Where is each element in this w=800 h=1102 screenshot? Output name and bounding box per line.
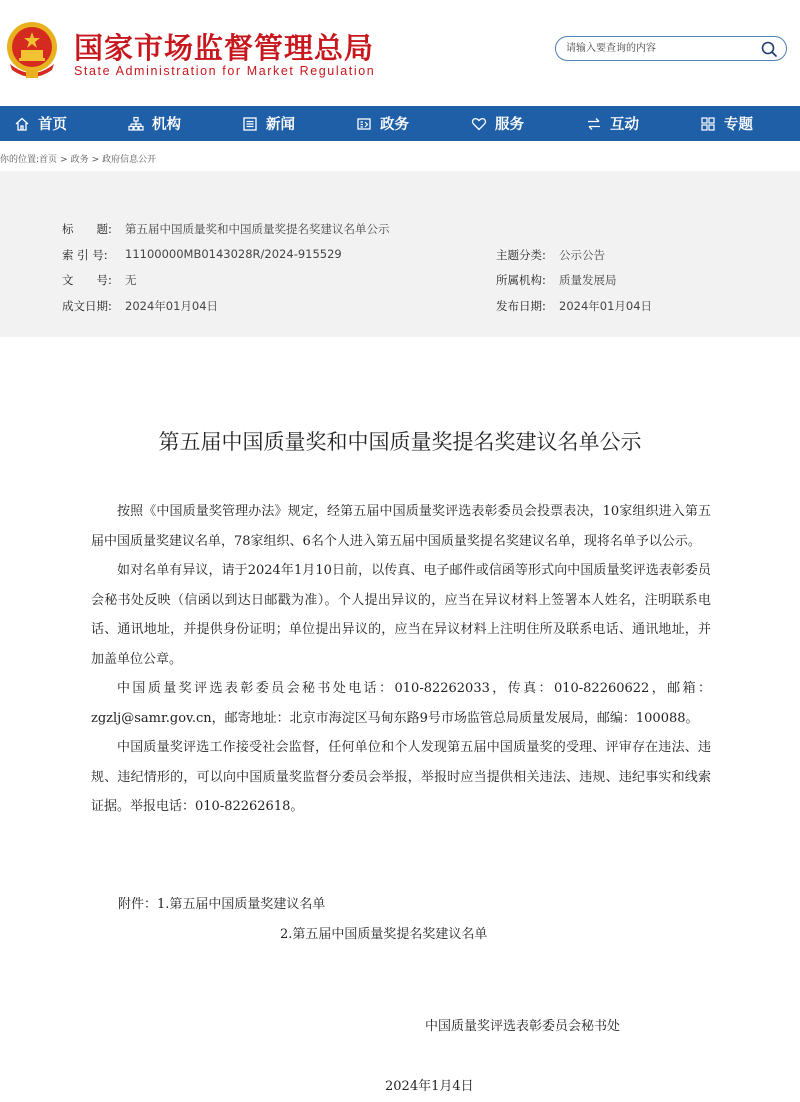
national-emblem-icon [4,20,60,82]
attachment-line-1 [118,893,325,912]
meta-index-label: 索 引 号: [62,248,108,262]
article-body [91,497,711,822]
breadcrumb-separator: > [60,155,68,165]
nav-label-org: 机构 [152,117,181,133]
nav-label-service: 服务 [495,117,524,133]
attachment-prefix: 附件： [118,897,158,912]
org-chart-icon [128,116,144,132]
article-paragraph: 如对名单有异议，请于2024年1月10日前，以传真、电子邮件或信函等形式向中国质量奖评选表彰委员会秘书处反映（信函以到达日邮戳为准）。个人提出异议的，应当在异议材料上签署本人姓名，注明联系电话、通讯地址，并提供身份证明；单位提出异议的，应当在异议材料上注明住所及联系电话、通讯地址，并加盖单位公章。 [91,563,711,667]
meta-created-value: 2024年01月04日 [125,299,219,313]
attachment-link-1[interactable]: 1.第五届中国质量奖建议名单 [157,897,326,912]
breadcrumb-separator: > [91,155,100,165]
org-name-cn: 国家市场监督管理总局 [74,31,375,65]
issue-date: 2024年1月4日 [385,1079,474,1094]
attachment-link-2[interactable]: 2.第五届中国质量奖提名奖建议名单 [280,927,488,942]
grid-icon [700,116,716,132]
nav-label-topics: 专题 [724,117,753,133]
heart-icon [471,116,487,132]
signature: 中国质量奖评选表彰委员会秘书处 [425,1019,621,1034]
breadcrumb-link-disclosure[interactable]: 政府信息公开 [102,155,157,165]
breadcrumb-link-government[interactable]: 政务 [70,155,89,165]
attachment-line-2 [280,923,487,942]
article-paragraph: 按照《中国质量奖管理办法》规定，经第五届中国质量奖评选表彰委员会投票表决，10家组织进入第五届中国质量奖建议名单，78家组织、6名个人进入第五届中国质量奖提名奖建议名单，现将名单予以公示。 [91,504,711,549]
meta-index-value: 11100000MB0143028R/2024-915529 [125,247,342,261]
meta-docno-value: 无 [125,273,137,287]
article-paragraph: 中国质量奖评选表彰委员会秘书处电话：010-82262033，传真：010-82260622，邮箱：zgzlj@samr.gov.cn，邮寄地址：北京市海淀区马甸东路9号市场监管总局质量发展局，邮编：100088。 [91,681,711,726]
meta-published-value: 2024年01月04日 [559,299,653,313]
exchange-icon [586,116,602,132]
nav-item-interaction[interactable] [586,106,639,141]
meta-created-label: 成文日期: [62,299,112,313]
breadcrumb-prefix: 你的位置: [0,155,40,165]
search-icon[interactable] [760,40,778,58]
nav-item-topics[interactable] [700,106,753,141]
meta-title-value: 第五届中国质量奖和中国质量奖提名奖建议名单公示 [125,222,390,236]
search-input[interactable] [566,40,751,57]
nav-label-news: 新闻 [266,117,295,133]
meta-published-label: 发布日期: [496,299,546,313]
nav-label-home: 首页 [38,117,67,133]
search-box [555,36,787,61]
meta-docno-label: 文 号: [62,273,112,287]
article-paragraph: 中国质量奖评选工作接受社会监督，任何单位和个人发现第五届中国质量奖的受理、评审存在违法、违规、违纪情形的，可以向中国质量奖监督分委员会举报，举报时应当提供相关违法、违规、违纪事实和线索证据。举报电话：010-82262618。 [91,740,711,814]
article-title: 第五届中国质量奖和中国质量奖提名奖建议名单公示 [158,430,642,454]
news-icon [242,116,258,132]
home-icon [14,116,30,132]
nav-item-news[interactable] [242,106,295,141]
meta-topic-label: 主题分类: [496,248,546,262]
meta-title-label: 标 题: [62,222,112,236]
meta-agency-label: 所属机构: [496,273,546,287]
main-nav [0,106,800,141]
government-icon [356,116,372,132]
document-meta-panel [0,171,800,337]
nav-item-service[interactable] [471,106,524,141]
nav-label-interaction: 互动 [610,117,639,133]
breadcrumb-link-home[interactable]: 首页 [39,155,58,165]
nav-item-home[interactable] [14,106,67,141]
nav-item-government[interactable] [356,106,409,141]
breadcrumb [0,152,156,166]
nav-item-org[interactable] [128,106,181,141]
nav-label-government: 政务 [380,117,409,133]
org-name-en: State Administration for Market Regulation [74,64,376,78]
site-header [0,0,800,106]
meta-topic-value: 公示公告 [559,248,605,262]
meta-agency-value: 质量发展局 [559,273,617,287]
